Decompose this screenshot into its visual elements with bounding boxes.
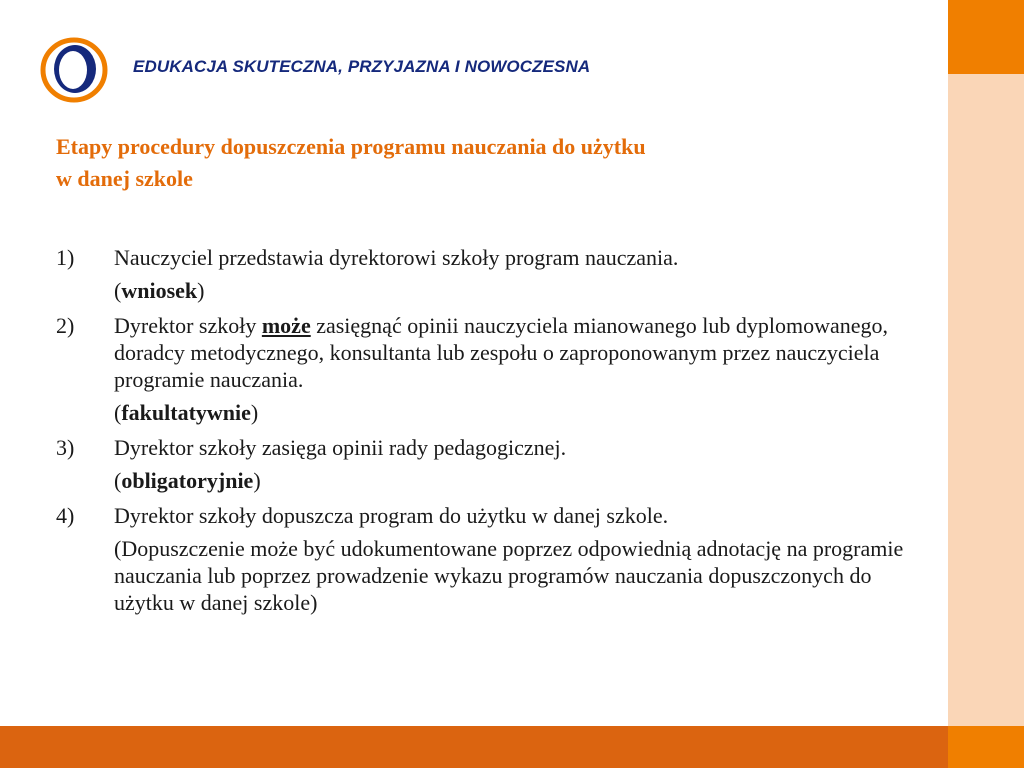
procedure-list — [56, 244, 936, 616]
logo-icon — [40, 36, 108, 104]
item-note: (obligatoryjnie) — [114, 468, 261, 493]
list-item — [56, 502, 936, 529]
note-keyword: fakultatywnie — [121, 400, 251, 425]
bottom-bar — [0, 726, 948, 768]
note-keyword: obligatoryjnie — [121, 468, 254, 493]
list-item — [56, 312, 936, 393]
slide-title-line2: w danej szkole — [56, 166, 193, 191]
slide-title — [56, 131, 896, 195]
item-note: (wniosek) — [114, 278, 205, 303]
item-number: 1) — [56, 245, 75, 270]
item-note: (Dopuszczenie może być udokumentowane poprzez odpowiednią adnotację na programie nauczania lub poprzez prowadzenie wykazu programów nauczania dopuszczonych do użytku w danej szkole) — [114, 536, 904, 615]
item-number: 2) — [56, 313, 75, 338]
item-note: (fakultatywnie) — [114, 400, 259, 425]
item-text: Dyrektor szkoły dopuszcza program do użytku w danej szkole. — [114, 503, 669, 528]
list-item — [56, 434, 936, 461]
item-text: Dyrektor szkoły może zasięgnąć opinii nauczyciela mianowanego lub dyplomowanego, doradcy metodycznego, konsultanta lub zespołu o zaproponowanym przez nauczyciela programie nauczania. — [114, 313, 889, 392]
item-text: Dyrektor szkoły zasięga opinii rady pedagogicznej. — [114, 435, 567, 460]
item-text: Nauczyciel przedstawia dyrektorowi szkoły program nauczania. — [114, 245, 679, 270]
side-panel — [948, 0, 1024, 768]
emphasis-word: może — [261, 313, 311, 338]
list-item — [56, 244, 936, 271]
slide-title-line1: Etapy procedury dopuszczenia programu nauczania do użytku — [56, 134, 646, 159]
side-accent-top — [948, 0, 1024, 74]
note-keyword: wniosek — [121, 278, 198, 303]
bottom-corner-accent — [948, 726, 1024, 768]
item-number: 4) — [56, 503, 75, 528]
header-title: EDUKACJA SKUTECZNA, PRZYJAZNA I NOWOCZESNA — [133, 57, 591, 76]
item-number: 3) — [56, 435, 75, 460]
